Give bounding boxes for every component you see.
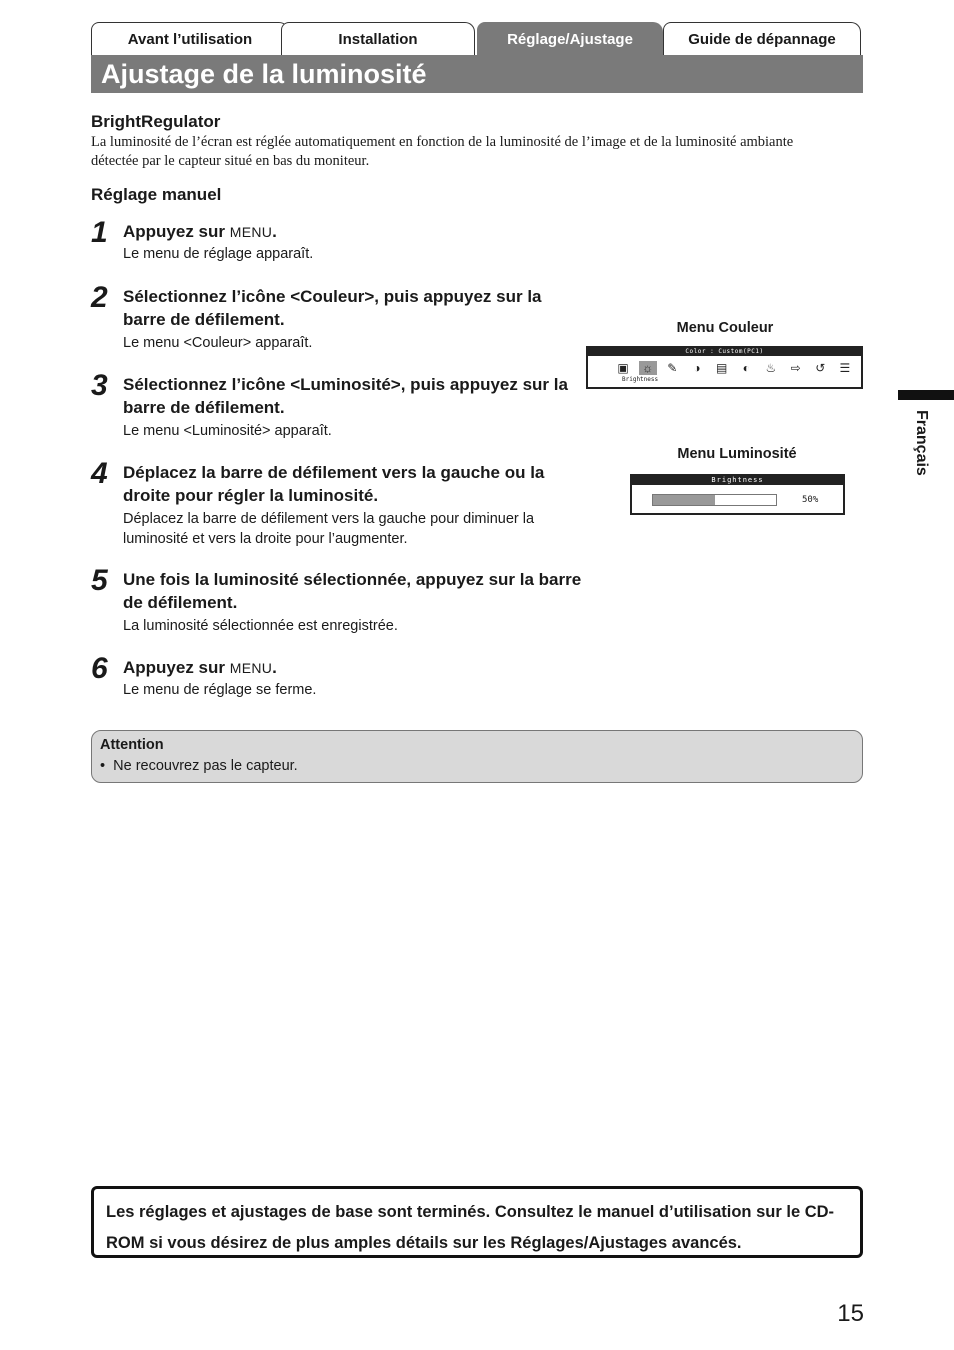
page-title: Ajustage de la luminosité <box>101 59 427 89</box>
monitor-icon: ▤ <box>715 361 728 375</box>
step-heading: Déplacez la barre de défilement vers la gauche ou la droite pour régler la luminosité. <box>123 463 545 505</box>
selected-item-label: Brightness <box>622 376 659 383</box>
step-number: 5 <box>91 564 108 597</box>
manual-heading: Réglage manuel <box>91 185 222 204</box>
step-description: Déplacez la barre de défilement vers la gauche pour diminuer la luminosité et vers la droite pour l’augmenter. <box>123 511 535 547</box>
step-number: 4 <box>91 457 108 490</box>
step-heading: Appuyez sur MENU. <box>123 658 277 677</box>
attention-item: • Ne recouvrez pas le capteur. <box>100 758 298 774</box>
osd-icon-row <box>614 360 854 376</box>
language-marker <box>898 390 954 400</box>
step-number: 6 <box>91 652 108 685</box>
step-5 <box>91 564 582 638</box>
attention-title: Attention <box>100 737 164 753</box>
step-heading: Sélectionnez l’icône <Luminosité>, puis appuyez sur la barre de défilement. <box>123 375 568 417</box>
step-6 <box>91 652 581 706</box>
step-description: Le menu <Luminosité> apparaît. <box>123 423 332 439</box>
brightness-value: 50% <box>802 495 819 505</box>
menu-luminosite-label: Menu Luminosité <box>677 446 797 462</box>
attention-box <box>91 730 863 783</box>
section-tabs <box>91 22 863 56</box>
settings-icon: ☰ <box>839 361 851 375</box>
menu-luminosite-osd <box>630 474 845 515</box>
osd-title-bar: Color : Custom(PC1) <box>588 348 861 356</box>
menu-button-label: MENU <box>229 660 273 676</box>
arrow-right-icon: ⇨ <box>790 361 801 375</box>
osd-title-bar: Brightness <box>632 476 843 485</box>
brightness-slider-fill <box>653 495 715 505</box>
brightregulator-text: La luminosité de l’écran est réglée automatiquement en fonction de la luminosité de l’image et de la luminosité ambiante détectée par le capteur situé en bas du moniteur. <box>91 134 794 169</box>
step-3 <box>91 369 581 443</box>
tab-reglage-ajustage[interactable]: Réglage/Ajustage <box>477 22 663 55</box>
step-number: 1 <box>91 216 108 249</box>
step-description: Le menu de réglage se ferme. <box>123 682 317 698</box>
step-description: La luminosité sélectionnée est enregistrée. <box>123 618 398 634</box>
step-description: Le menu de réglage apparaît. <box>123 246 314 262</box>
tab-avant-utilisation[interactable]: Avant l’utilisation <box>91 22 289 55</box>
brightness-slider[interactable] <box>652 494 777 506</box>
contrast-icon: ◑ <box>693 361 701 375</box>
step-number: 2 <box>91 281 108 314</box>
tab-guide-depannage[interactable]: Guide de dépannage <box>663 22 861 55</box>
step-heading: Une fois la luminosité sélectionnée, appuyez sur la barre de défilement. <box>123 570 582 612</box>
final-note-box: Les réglages et ajustages de base sont terminés. Consultez le manuel d’utilisation sur le CD-ROM si vous désirez de plus amples détails sur les Réglages/Ajustages avancés. <box>91 1186 863 1258</box>
menu-couleur-osd <box>586 346 863 389</box>
mode-icon: ▣ <box>617 361 629 375</box>
brightregulator-heading: BrightRegulator <box>91 112 221 131</box>
step-4 <box>91 457 581 551</box>
tab-installation[interactable]: Installation <box>281 22 475 55</box>
step-description: Le menu <Couleur> apparaît. <box>123 335 313 351</box>
menu-button-label: MENU <box>229 224 273 240</box>
step-heading: Sélectionnez l’icône <Couleur>, puis appuyez sur la barre de défilement. <box>123 287 542 329</box>
page-number: 15 <box>837 1300 864 1327</box>
step-2 <box>91 281 581 355</box>
step-number: 3 <box>91 369 108 402</box>
page-title-bar <box>91 55 863 93</box>
language-label: Français <box>913 410 930 476</box>
brightness-icon: ☼ <box>639 361 657 375</box>
pen-icon: ✎ <box>667 361 678 375</box>
step-heading: Appuyez sur MENU. <box>123 222 277 241</box>
step-1 <box>91 216 581 270</box>
menu-couleur-label: Menu Couleur <box>676 320 774 336</box>
temperature-icon: ♨ <box>765 361 777 375</box>
reset-icon: ↺ <box>815 361 826 375</box>
saturation-icon: ◐ <box>742 361 750 375</box>
